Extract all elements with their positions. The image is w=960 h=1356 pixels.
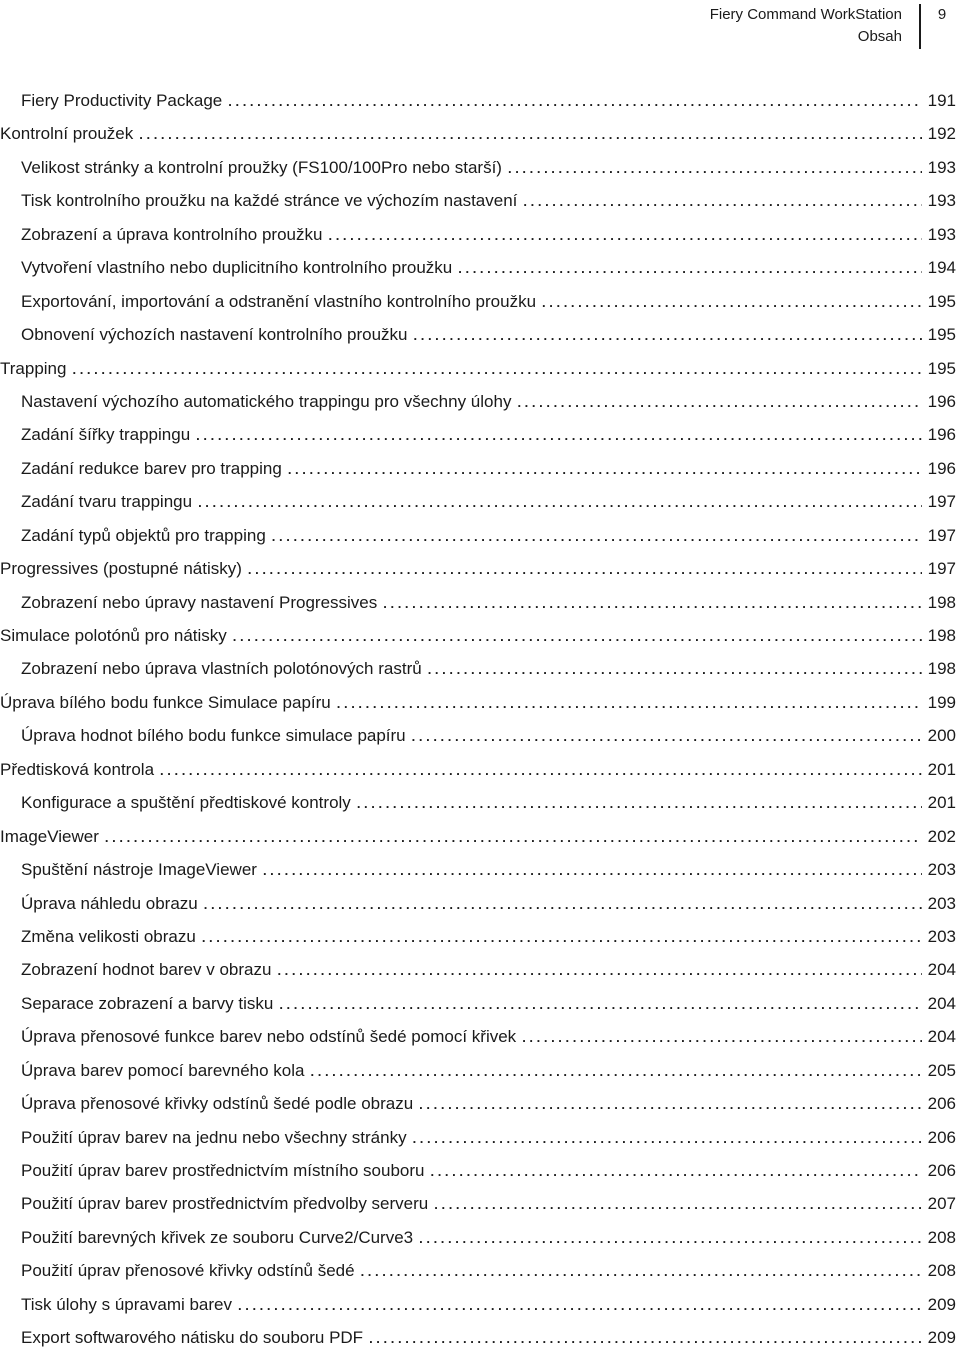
toc-entry-page[interactable]: 196 (927, 391, 956, 411)
table-of-contents (0, 84, 960, 1355)
toc-entry[interactable] (0, 1121, 960, 1154)
toc-dot-leader (263, 854, 922, 887)
toc-entry[interactable] (0, 1154, 960, 1187)
toc-entry-title[interactable]: Tisk úlohy s úpravami barev (21, 1294, 233, 1314)
toc-dot-leader (383, 587, 922, 620)
document-title: Fiery Command WorkStation (709, 6, 902, 23)
toc-entry-title[interactable]: Použití úprav barev prostřednictvím předvolby serveru (21, 1194, 429, 1214)
toc-entry-page[interactable]: 197 (927, 525, 956, 545)
toc-entry[interactable] (0, 920, 960, 953)
toc-entry-title[interactable]: Použití úprav přenosové křivky odstínů šedé (21, 1261, 355, 1281)
toc-entry[interactable] (0, 753, 960, 786)
toc-entry[interactable] (0, 953, 960, 986)
page-number: 9 (937, 6, 947, 23)
toc-entry[interactable] (0, 853, 960, 886)
toc-entry-page[interactable]: 204 (927, 993, 956, 1013)
toc-entry[interactable] (0, 184, 960, 217)
toc-dot-leader (361, 1255, 922, 1288)
toc-dot-leader (279, 988, 922, 1021)
toc-entry-page[interactable]: 204 (927, 1027, 956, 1047)
toc-entry-page[interactable]: 209 (927, 1328, 956, 1348)
toc-entry-title[interactable]: Spuštění nástroje ImageViewer (21, 860, 257, 880)
toc-entry-page[interactable]: 199 (927, 692, 956, 712)
toc-entry[interactable] (0, 652, 960, 685)
toc-entry-title[interactable]: Simulace polotónů pro nátisky (0, 626, 227, 645)
toc-entry-title[interactable]: Velikost stránky a kontrolní proužky (FS100/100Pro nebo starší) (21, 157, 502, 177)
toc-entry-page[interactable]: 206 (927, 1127, 956, 1147)
toc-dot-leader (311, 1055, 923, 1088)
toc-entry-page[interactable]: 203 (927, 893, 956, 913)
toc-entry[interactable] (0, 786, 960, 819)
toc-entry-title[interactable]: Trapping (0, 358, 67, 378)
toc-dot-leader (508, 152, 922, 185)
toc-entry[interactable] (0, 452, 960, 485)
toc-entry-page[interactable]: 209 (927, 1294, 956, 1314)
toc-entry-title[interactable]: Použití úprav barev prostřednictvím místního souboru (21, 1161, 425, 1180)
toc-dot-leader (228, 85, 922, 118)
toc-entry-page[interactable]: 195 (927, 325, 956, 345)
toc-dot-leader (160, 754, 922, 787)
toc-entry-title[interactable]: ImageViewer (0, 826, 99, 846)
toc-entry[interactable] (0, 1054, 960, 1087)
toc-dot-leader (369, 1322, 922, 1355)
toc-entry-title[interactable]: Použití barevných křivek ze souboru Curve2/Curve3 (21, 1227, 414, 1247)
toc-dot-leader (198, 486, 922, 519)
toc-entry-page[interactable]: 193 (927, 157, 956, 177)
header-titles (710, 4, 902, 48)
toc-entry[interactable] (0, 1020, 960, 1053)
toc-entry-page[interactable]: 197 (927, 559, 956, 579)
toc-entry-title[interactable]: Předtisková kontrola (0, 759, 155, 779)
toc-entry-page[interactable]: 208 (927, 1261, 956, 1281)
toc-entry-title[interactable]: Úprava bílého bodu funkce Simulace papíru (0, 692, 331, 712)
toc-entry[interactable] (0, 1288, 960, 1321)
toc-dot-leader (430, 1155, 922, 1188)
toc-entry[interactable] (0, 619, 960, 652)
toc-dot-leader (204, 888, 922, 921)
toc-dot-leader (419, 1222, 922, 1255)
toc-dot-leader (238, 1289, 922, 1322)
toc-entry[interactable] (0, 987, 960, 1020)
toc-dot-leader (328, 219, 922, 252)
toc-entry[interactable] (0, 1221, 960, 1254)
toc-entry[interactable] (0, 1321, 960, 1354)
toc-entry[interactable] (0, 820, 960, 853)
toc-entry[interactable] (0, 418, 960, 451)
toc-entry-title[interactable]: Obnovení výchozích nastavení kontrolního proužku (21, 325, 408, 345)
toc-entry[interactable] (0, 218, 960, 251)
toc-dot-leader (288, 453, 922, 486)
toc-entry-page[interactable]: 206 (927, 1094, 956, 1114)
toc-entry[interactable] (0, 519, 960, 552)
toc-entry-title[interactable]: Použití úprav barev na jednu nebo všechny stránky (21, 1127, 407, 1147)
toc-entry[interactable] (0, 318, 960, 351)
toc-entry[interactable] (0, 1254, 960, 1287)
toc-entry-title[interactable]: Zobrazení a úprava kontrolního proužku (21, 224, 323, 244)
toc-entry-page[interactable]: 197 (927, 492, 956, 512)
toc-entry[interactable] (0, 385, 960, 418)
toc-dot-leader (517, 386, 922, 419)
toc-entry[interactable] (0, 586, 960, 619)
toc-entry-title[interactable]: Zadání šířky trappingu (21, 425, 191, 445)
toc-dot-leader (272, 520, 922, 553)
toc-dot-leader (248, 553, 922, 586)
toc-dot-leader (523, 185, 922, 218)
toc-dot-leader (413, 1122, 922, 1155)
toc-entry[interactable] (0, 552, 960, 585)
toc-entry-page[interactable]: 194 (927, 258, 956, 278)
toc-entry[interactable] (0, 251, 960, 284)
toc-entry-title[interactable]: Zadání tvaru trappingu (21, 492, 193, 512)
toc-entry-page[interactable]: 191 (927, 91, 956, 110)
toc-dot-leader (419, 1088, 922, 1121)
toc-entry-page[interactable]: 193 (927, 191, 956, 211)
toc-entry[interactable] (0, 485, 960, 518)
toc-entry-page[interactable]: 193 (927, 224, 956, 244)
toc-entry-page[interactable]: 208 (927, 1227, 956, 1247)
toc-entry[interactable] (0, 686, 960, 719)
toc-entry-page[interactable]: 205 (927, 1060, 956, 1080)
toc-dot-leader (72, 353, 922, 386)
toc-entry-page[interactable]: 200 (927, 726, 956, 746)
toc-entry-title[interactable]: Fiery Productivity Package (21, 91, 223, 110)
toc-entry-page[interactable]: 202 (927, 826, 956, 846)
toc-entry-title[interactable]: Separace zobrazení a barvy tisku (21, 993, 274, 1013)
toc-dot-leader (337, 687, 922, 720)
toc-entry-title[interactable]: Export softwarového nátisku do souboru PDF (21, 1328, 364, 1348)
toc-dot-leader (428, 653, 922, 686)
toc-entry[interactable] (0, 719, 960, 752)
toc-entry-page[interactable]: 207 (927, 1194, 956, 1214)
section-title: Obsah (857, 28, 902, 45)
toc-entry-title[interactable]: Konfigurace a spuštění předtiskové kontroly (21, 793, 351, 813)
toc-dot-leader (414, 319, 922, 352)
toc-entry-page[interactable]: 206 (927, 1161, 956, 1180)
toc-entry[interactable] (0, 1087, 960, 1120)
toc-entry-title[interactable]: Zadání typů objektů pro trapping (21, 525, 266, 545)
toc-entry[interactable] (0, 887, 960, 920)
toc-dot-leader (277, 954, 922, 987)
toc-dot-leader (542, 286, 922, 319)
toc-entry-title[interactable]: Progressives (postupné nátisky) (0, 559, 242, 579)
toc-entry-title[interactable]: Zobrazení nebo úprava vlastních polotónových rastrů (21, 659, 422, 679)
toc-entry-title[interactable]: Úprava přenosové křivky odstínů šedé podle obrazu (21, 1094, 414, 1114)
toc-dot-leader (202, 921, 922, 954)
toc-entry-title[interactable]: Nastavení výchozího automatického trappingu pro všechny úlohy (21, 391, 512, 411)
toc-dot-leader (522, 1021, 922, 1054)
toc-entry-title[interactable]: Úprava přenosové funkce barev nebo odstínů šedé pomocí křivek (21, 1027, 517, 1047)
toc-entry-title[interactable]: Úprava hodnot bílého bodu funkce simulace papíru (21, 726, 406, 746)
toc-entry[interactable] (0, 285, 960, 318)
toc-entry-page[interactable]: 195 (927, 291, 956, 311)
header-divider (919, 4, 921, 49)
page-header (0, 0, 960, 60)
toc-entry-page[interactable]: 198 (927, 626, 956, 645)
toc-entry-page[interactable]: 195 (927, 358, 956, 378)
toc-entry-page[interactable]: 196 (927, 458, 956, 478)
toc-dot-leader (357, 787, 922, 820)
toc-entry-title[interactable]: Vytvoření vlastního nebo duplicitního kontrolního proužku (21, 258, 453, 278)
toc-entry-page[interactable]: 198 (927, 592, 956, 612)
toc-entry[interactable] (0, 117, 960, 150)
toc-dot-leader (105, 821, 922, 854)
toc-entry[interactable] (0, 84, 960, 117)
toc-entry-title[interactable]: Zobrazení hodnot barev v obrazu (21, 960, 272, 980)
toc-entry[interactable] (0, 151, 960, 184)
toc-dot-leader (458, 252, 922, 285)
toc-entry-page[interactable]: 204 (927, 960, 956, 980)
toc-entry-page[interactable]: 201 (927, 793, 956, 813)
toc-entry-title[interactable]: Úprava barev pomocí barevného kola (21, 1060, 305, 1080)
toc-entry-page[interactable]: 192 (927, 124, 956, 144)
toc-dot-leader (412, 720, 922, 753)
toc-entry-page[interactable]: 198 (927, 659, 956, 679)
toc-entry-page[interactable]: 201 (927, 759, 956, 779)
toc-entry-title[interactable]: Změna velikosti obrazu (21, 926, 196, 946)
toc-entry-title[interactable]: Exportování, importování a odstranění vlastního kontrolního proužku (21, 291, 537, 311)
toc-entry-title[interactable]: Úprava náhledu obrazu (21, 893, 198, 913)
toc-entry-title[interactable]: Zobrazení nebo úpravy nastavení Progressives (21, 592, 378, 612)
toc-dot-leader (233, 620, 922, 653)
toc-entry-page[interactable]: 203 (927, 926, 956, 946)
toc-dot-leader (139, 118, 922, 151)
toc-dot-leader (434, 1188, 922, 1221)
toc-entry-page[interactable]: 196 (927, 425, 956, 445)
toc-entry[interactable] (0, 1187, 960, 1220)
toc-dot-leader (196, 419, 922, 452)
toc-entry-title[interactable]: Kontrolní proužek (0, 124, 134, 144)
toc-entry-title[interactable]: Zadání redukce barev pro trapping (21, 458, 282, 478)
toc-entry-title[interactable]: Tisk kontrolního proužku na každé stránce ve výchozím nastavení (21, 191, 518, 211)
toc-entry[interactable] (0, 352, 960, 385)
toc-entry-page[interactable]: 203 (927, 860, 956, 880)
